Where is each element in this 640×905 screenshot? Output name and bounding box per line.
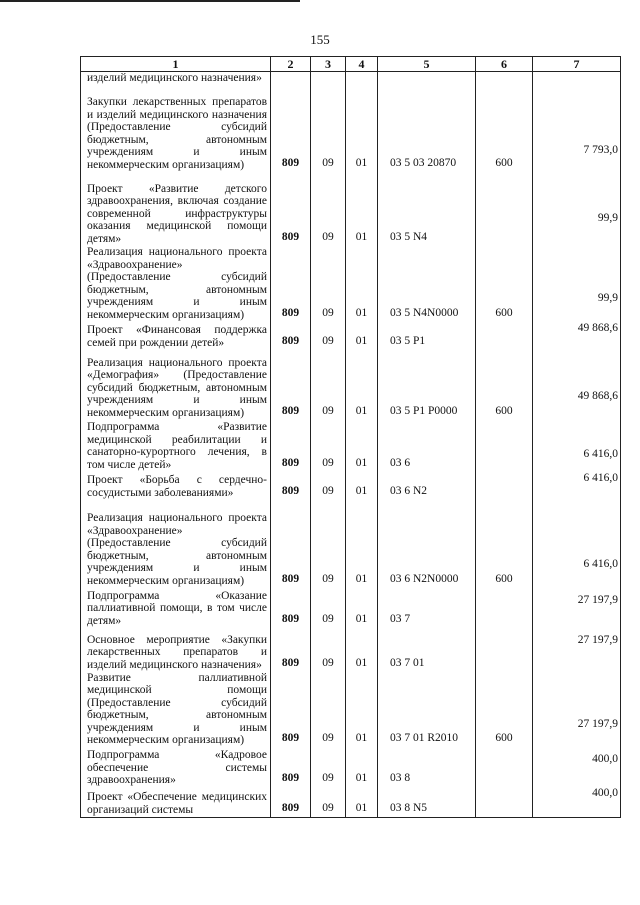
row-amount: 400,0: [533, 747, 621, 787]
row-admin-code: 809: [271, 246, 311, 322]
row-name: изделий медицинского назначения»: [81, 72, 271, 86]
header-col-7: 7: [533, 57, 621, 72]
row-admin-code: 809: [271, 350, 311, 420]
row-target-code: 03 6 N2N0000: [378, 500, 476, 588]
row-expense-type: [476, 628, 533, 672]
header-col-2: 2: [271, 57, 311, 72]
row-name: Проект «Финансовая поддержка семей при рождении детей»: [81, 322, 271, 350]
row-subsection: [346, 72, 378, 86]
row-section: 09: [311, 420, 346, 472]
row-amount: 27 197,9: [533, 588, 621, 628]
row-section: 09: [311, 500, 346, 588]
row-amount: 99,9: [533, 246, 621, 322]
row-section: 09: [311, 246, 346, 322]
page-number: 155: [310, 32, 330, 47]
row-section: 09: [311, 628, 346, 672]
row-subsection: 01: [346, 350, 378, 420]
row-amount: 49 868,6: [533, 350, 621, 420]
row-admin-code: 809: [271, 322, 311, 350]
row-subsection: 01: [346, 86, 378, 172]
table-row: [81, 172, 621, 246]
row-expense-type: [476, 420, 533, 472]
top-rule: [0, 0, 300, 2]
row-name: Закупки лекарственных препаратов и изделий медицинского назначения (Предоставление субсидий бюджетным, автономным учреждениям и иным некоммерческим организациям): [81, 86, 271, 172]
row-target-code: [378, 72, 476, 86]
row-expense-type: [476, 322, 533, 350]
row-expense-type: 600: [476, 350, 533, 420]
row-target-code: 03 6: [378, 420, 476, 472]
row-amount: 6 416,0: [533, 472, 621, 500]
row-name: Реализация национального проекта «Здравоохранение» (Предоставление субсидий бюджетным, автономным учреждениям и иным некоммерческим организациям): [81, 246, 271, 322]
row-target-code: 03 7 01 R2010: [378, 672, 476, 748]
row-expense-type: [476, 172, 533, 246]
table-row: [81, 350, 621, 420]
row-section: 09: [311, 350, 346, 420]
row-subsection: 01: [346, 420, 378, 472]
header-col-5: 5: [378, 57, 476, 72]
header-col-4: 4: [346, 57, 378, 72]
row-expense-type: [476, 588, 533, 628]
row-subsection: 01: [346, 747, 378, 787]
row-expense-type: 600: [476, 672, 533, 748]
row-subsection: 01: [346, 472, 378, 500]
row-amount: 27 197,9: [533, 628, 621, 672]
row-amount: 6 416,0: [533, 420, 621, 472]
table-row: [81, 787, 621, 817]
row-name: Подпрограмма «Кадровое обеспечение системы здравоохранения»: [81, 747, 271, 787]
row-name: Проект «Борьба с сердечно-сосудистыми заболеваниями»: [81, 472, 271, 500]
row-target-code: 03 8 N5: [378, 787, 476, 817]
row-target-code: 03 5 N4N0000: [378, 246, 476, 322]
row-expense-type: 600: [476, 86, 533, 172]
row-target-code: 03 6 N2: [378, 472, 476, 500]
table-header-row: [81, 57, 621, 72]
row-section: 09: [311, 672, 346, 748]
row-name: Развитие паллиативной медицинской помощи (Предоставление субсидий бюджетным, автономным учреждениям и иным некоммерческим организациям): [81, 672, 271, 748]
table-row: [81, 747, 621, 787]
table-row: [81, 72, 621, 86]
row-admin-code: [271, 72, 311, 86]
row-admin-code: 809: [271, 787, 311, 817]
row-amount: 6 416,0: [533, 500, 621, 588]
row-amount: 7 793,0: [533, 86, 621, 172]
table-row: [81, 246, 621, 322]
header-col-3: 3: [311, 57, 346, 72]
row-section: 09: [311, 322, 346, 350]
row-admin-code: 809: [271, 500, 311, 588]
row-section: [311, 72, 346, 86]
row-expense-type: [476, 787, 533, 817]
row-admin-code: 809: [271, 747, 311, 787]
row-target-code: 03 7 01: [378, 628, 476, 672]
row-amount: 49 868,6: [533, 322, 621, 350]
row-expense-type: [476, 747, 533, 787]
row-amount: [533, 72, 621, 86]
row-section: 09: [311, 172, 346, 246]
row-name: Реализация национального проекта «Демография» (Предоставление субсидий бюджетным, автономным учреждениям и иным некоммерческим организациям): [81, 350, 271, 420]
row-target-code: 03 5 N4: [378, 172, 476, 246]
row-subsection: 01: [346, 246, 378, 322]
row-admin-code: 809: [271, 628, 311, 672]
table-row: [81, 672, 621, 748]
row-expense-type: 600: [476, 500, 533, 588]
row-expense-type: [476, 472, 533, 500]
table-row: [81, 472, 621, 500]
row-admin-code: 809: [271, 420, 311, 472]
row-name: Проект «Обеспечение медицинских организаций системы: [81, 787, 271, 817]
row-subsection: 01: [346, 672, 378, 748]
row-subsection: 01: [346, 628, 378, 672]
row-name: Подпрограмма «Развитие медицинской реабилитации и санаторно-курортного лечения, в том числе детей»: [81, 420, 271, 472]
row-target-code: 03 8: [378, 747, 476, 787]
row-admin-code: 809: [271, 172, 311, 246]
header-col-6: 6: [476, 57, 533, 72]
row-target-code: 03 5 P1 P0000: [378, 350, 476, 420]
row-target-code: 03 5 P1: [378, 322, 476, 350]
row-name: Подпрограмма «Оказание паллиативной помощи, в том числе детям»: [81, 588, 271, 628]
row-subsection: 01: [346, 172, 378, 246]
table-row: [81, 420, 621, 472]
row-admin-code: 809: [271, 672, 311, 748]
table-row: [81, 588, 621, 628]
row-admin-code: 809: [271, 86, 311, 172]
row-subsection: 01: [346, 588, 378, 628]
row-amount: 400,0: [533, 787, 621, 817]
row-admin-code: 809: [271, 588, 311, 628]
table-row: [81, 322, 621, 350]
budget-table: [80, 56, 621, 818]
row-subsection: 01: [346, 322, 378, 350]
row-section: 09: [311, 588, 346, 628]
table-row: [81, 86, 621, 172]
table-row: [81, 628, 621, 672]
table-row: [81, 500, 621, 588]
row-amount: 99,9: [533, 172, 621, 246]
row-name: Проект «Развитие детского здравоохранения, включая создание современной инфраструктуры оказания медицинской помощи детям»: [81, 172, 271, 246]
row-expense-type: [476, 72, 533, 86]
row-section: 09: [311, 472, 346, 500]
row-amount: 27 197,9: [533, 672, 621, 748]
row-expense-type: 600: [476, 246, 533, 322]
row-name: Реализация национального проекта «Здравоохранение» (Предоставление субсидий бюджетным, автономным учреждениям и иным некоммерческим организациям): [81, 500, 271, 588]
row-admin-code: 809: [271, 472, 311, 500]
row-section: 09: [311, 747, 346, 787]
row-subsection: 01: [346, 787, 378, 817]
row-section: 09: [311, 787, 346, 817]
row-subsection: 01: [346, 500, 378, 588]
header-col-1: 1: [81, 57, 271, 72]
row-section: 09: [311, 86, 346, 172]
row-name: Основное мероприятие «Закупки лекарственных препаратов и изделий медицинского назначения»: [81, 628, 271, 672]
row-target-code: 03 7: [378, 588, 476, 628]
row-target-code: 03 5 03 20870: [378, 86, 476, 172]
